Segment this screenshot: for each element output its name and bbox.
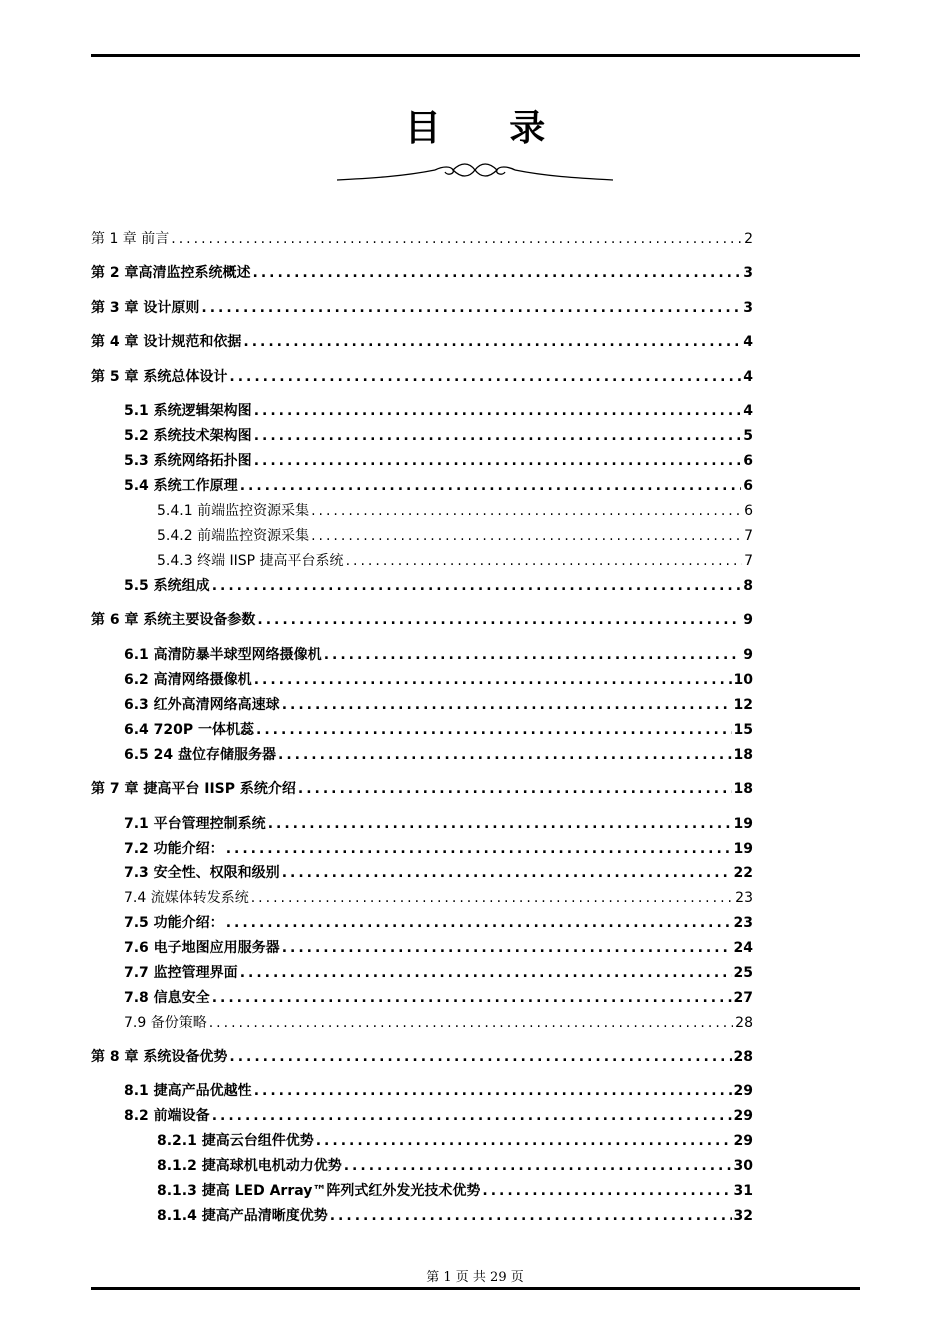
page-title: 目 录 xyxy=(404,108,574,149)
toc-dot-leader xyxy=(253,264,742,282)
toc-entry-label: 6.2 高清网络摄像机 xyxy=(124,672,252,688)
toc-entry-label: 7.5 功能介绍： xyxy=(124,915,224,931)
toc-dot-leader xyxy=(171,230,742,248)
toc-entry-label: 8.2.1 捷高云台组件优势 xyxy=(157,1133,314,1149)
toc-entry-page: 7 xyxy=(744,528,753,544)
toc-entry-page: 6 xyxy=(743,478,753,494)
toc-entry[interactable] xyxy=(91,264,753,282)
toc-entry-label: 6.1 高清防暴半球型网络摄像机 xyxy=(124,647,322,663)
toc-entry-label: 第 2 章高清监控系统概述 xyxy=(91,265,251,281)
toc-entry-page: 23 xyxy=(735,890,753,906)
toc-entry[interactable] xyxy=(157,1182,753,1200)
toc-entry-page: 27 xyxy=(733,990,753,1006)
toc-entry-label: 8.1.4 捷高产品清晰度优势 xyxy=(157,1208,328,1224)
toc-entry-page: 9 xyxy=(743,647,753,663)
toc-entry[interactable] xyxy=(124,696,753,714)
toc-entry-label: 7.9 备份策略 xyxy=(124,1015,207,1031)
toc-entry[interactable] xyxy=(124,914,753,932)
toc-entry-label: 8.1.3 捷高 LED Array™阵列式红外发光技术优势 xyxy=(157,1183,481,1199)
toc-entry-page: 3 xyxy=(743,300,753,316)
toc-entry[interactable] xyxy=(91,368,753,386)
toc-dot-leader xyxy=(240,477,742,495)
toc-entry-page: 28 xyxy=(735,1015,753,1031)
toc-dot-leader xyxy=(298,780,732,798)
toc-entry-page: 30 xyxy=(733,1158,753,1174)
toc-dot-leader xyxy=(240,964,732,982)
toc-entry-page: 15 xyxy=(733,722,753,738)
toc-entry-page: 29 xyxy=(733,1133,753,1149)
toc-dot-leader xyxy=(209,1014,733,1032)
toc-entry[interactable] xyxy=(124,989,753,1007)
toc-entry[interactable] xyxy=(124,452,753,470)
toc-dot-leader xyxy=(254,1082,732,1100)
toc-entry-page: 7 xyxy=(744,553,753,569)
toc-entry[interactable] xyxy=(124,427,753,445)
toc-entry-label: 6.4 720P 一体机蕊 xyxy=(124,722,255,738)
toc-entry[interactable] xyxy=(91,230,753,248)
toc-entry[interactable] xyxy=(124,746,753,764)
toc-entry-page: 19 xyxy=(733,816,753,832)
toc-entry[interactable] xyxy=(124,646,753,664)
toc-entry-label: 5.4.1 前端监控资源采集 xyxy=(157,503,310,519)
toc-entry-label: 6.5 24 盘位存储服务器 xyxy=(124,747,277,763)
toc-dot-leader xyxy=(226,840,732,858)
toc-entry[interactable] xyxy=(91,299,753,317)
toc-dot-leader xyxy=(257,611,741,629)
toc-dot-leader xyxy=(256,721,731,739)
toc-entry-label: 第 4 章 设计规范和依据 xyxy=(91,334,242,350)
toc-dot-leader xyxy=(278,746,731,764)
toc-entry-page: 23 xyxy=(733,915,753,931)
toc-dot-leader xyxy=(212,577,742,595)
toc-entry-page: 3 xyxy=(743,265,753,281)
toc-dot-leader xyxy=(344,1157,732,1175)
flourish-ornament-icon xyxy=(335,160,615,186)
toc-dot-leader xyxy=(482,1182,731,1200)
toc-entry-page: 9 xyxy=(743,612,753,628)
toc-dot-leader xyxy=(243,333,741,351)
toc-entry[interactable] xyxy=(124,1082,753,1100)
toc-dot-leader xyxy=(311,502,742,520)
toc-entry-label: 第 3 章 设计原则 xyxy=(91,300,200,316)
toc-entry-label: 5.1 系统逻辑架构图 xyxy=(124,403,252,419)
page-footer: 第 1 页 共 29 页 xyxy=(426,1270,524,1285)
toc-entry-page: 18 xyxy=(733,781,753,797)
toc-entry-page: 6 xyxy=(743,453,753,469)
toc-entry-label: 5.3 系统网络拓扑图 xyxy=(124,453,252,469)
toc-entry-label: 8.2 前端设备 xyxy=(124,1108,210,1124)
toc-entry[interactable] xyxy=(124,477,753,495)
toc-entry-label: 第 6 章 系统主要设备参数 xyxy=(91,612,256,628)
toc-entry-page: 28 xyxy=(733,1049,753,1065)
toc-entry-label: 5.4 系统工作原理 xyxy=(124,478,238,494)
toc-entry-label: 7.3 安全性、权限和级别 xyxy=(124,865,280,881)
toc-dot-leader xyxy=(254,671,732,689)
toc-entry-label: 5.2 系统技术架构图 xyxy=(124,428,252,444)
toc-entry-page: 4 xyxy=(743,369,753,385)
toc-entry[interactable] xyxy=(157,552,753,570)
toc-entry[interactable] xyxy=(157,1207,753,1225)
toc-dot-leader xyxy=(311,527,742,545)
toc-entry-label: 第 7 章 捷高平台 IISP 系统介绍 xyxy=(91,781,296,797)
toc-entry-page: 31 xyxy=(733,1183,753,1199)
toc-entry-page: 24 xyxy=(733,940,753,956)
toc-dot-leader xyxy=(316,1132,732,1150)
toc-entry[interactable] xyxy=(124,840,753,858)
toc-dot-leader xyxy=(282,696,732,714)
toc-entry-label: 8.1 捷高产品优越性 xyxy=(124,1083,252,1099)
toc-dot-leader xyxy=(226,914,732,932)
toc-entry-page: 25 xyxy=(733,965,753,981)
toc-entry-page: 22 xyxy=(733,865,753,881)
toc-entry-label: 第 8 章 系统设备优势 xyxy=(91,1049,228,1065)
toc-dot-leader xyxy=(251,889,733,907)
toc-dot-leader xyxy=(229,368,741,386)
toc-entry[interactable] xyxy=(124,864,753,882)
toc-entry-label: 5.4.3 终端 IISP 捷高平台系统 xyxy=(157,553,344,569)
toc-entry-page: 12 xyxy=(733,697,753,713)
toc-entry[interactable] xyxy=(91,780,753,798)
toc-entry-page: 2 xyxy=(744,231,753,247)
toc-entry-page: 10 xyxy=(733,672,753,688)
toc-dot-leader xyxy=(346,552,743,570)
toc-dot-leader xyxy=(254,427,742,445)
toc-entry-label: 第 1 章 前言 xyxy=(91,231,170,247)
toc-entry-label: 6.3 红外高清网络高速球 xyxy=(124,697,280,713)
toc-dot-leader xyxy=(324,646,742,664)
toc-entry-page: 5 xyxy=(743,428,753,444)
toc-dot-leader xyxy=(201,299,741,317)
toc-entry[interactable] xyxy=(157,527,753,545)
toc-entry-label: 7.8 信息安全 xyxy=(124,990,210,1006)
toc-entry[interactable] xyxy=(124,721,753,739)
toc-entry-page: 4 xyxy=(743,334,753,350)
toc-entry[interactable] xyxy=(124,577,753,595)
toc-entry-label: 5.4.2 前端监控资源采集 xyxy=(157,528,310,544)
toc-entry-page: 18 xyxy=(733,747,753,763)
toc-entry[interactable] xyxy=(124,402,753,420)
toc-entry-page: 29 xyxy=(733,1083,753,1099)
toc-dot-leader xyxy=(282,864,732,882)
toc-entry[interactable] xyxy=(157,502,753,520)
toc-entry-page: 6 xyxy=(744,503,753,519)
toc-dot-leader xyxy=(330,1207,732,1225)
toc-entry-label: 7.1 平台管理控制系统 xyxy=(124,816,266,832)
toc-dot-leader xyxy=(212,989,732,1007)
toc-entry[interactable] xyxy=(124,964,753,982)
toc-entry[interactable] xyxy=(124,939,753,957)
toc-dot-leader xyxy=(254,452,742,470)
toc-entry-page: 8 xyxy=(743,578,753,594)
toc-entry[interactable] xyxy=(157,1132,753,1150)
toc-entry-page: 29 xyxy=(733,1108,753,1124)
toc-dot-leader xyxy=(282,939,732,957)
toc-dot-leader xyxy=(268,815,732,833)
toc-entry[interactable] xyxy=(124,1107,753,1125)
toc-dot-leader xyxy=(229,1048,731,1066)
toc-entry[interactable] xyxy=(124,889,753,907)
toc-entry[interactable] xyxy=(124,671,753,689)
toc-entry-label: 7.2 功能介绍： xyxy=(124,841,224,857)
toc-entry[interactable] xyxy=(91,333,753,351)
header-rule xyxy=(91,54,860,57)
toc-entry[interactable] xyxy=(91,611,753,629)
footer-rule xyxy=(91,1287,860,1290)
toc-entry-page: 4 xyxy=(743,403,753,419)
toc-dot-leader xyxy=(254,402,742,420)
toc-entry-page: 19 xyxy=(733,841,753,857)
toc-entry-label: 8.1.2 捷高球机电机动力优势 xyxy=(157,1158,342,1174)
toc-entry[interactable] xyxy=(124,815,753,833)
toc-entry-label: 7.4 流媒体转发系统 xyxy=(124,890,249,906)
toc-entry-page: 32 xyxy=(733,1208,753,1224)
toc-entry[interactable] xyxy=(124,1014,753,1032)
toc-entry[interactable] xyxy=(91,1048,753,1066)
toc-entry-label: 5.5 系统组成 xyxy=(124,578,210,594)
toc-entry-label: 第 5 章 系统总体设计 xyxy=(91,369,228,385)
toc-entry-label: 7.6 电子地图应用服务器 xyxy=(124,940,280,956)
toc-entry[interactable] xyxy=(157,1157,753,1175)
toc-dot-leader xyxy=(212,1107,732,1125)
toc-entry-label: 7.7 监控管理界面 xyxy=(124,965,238,981)
